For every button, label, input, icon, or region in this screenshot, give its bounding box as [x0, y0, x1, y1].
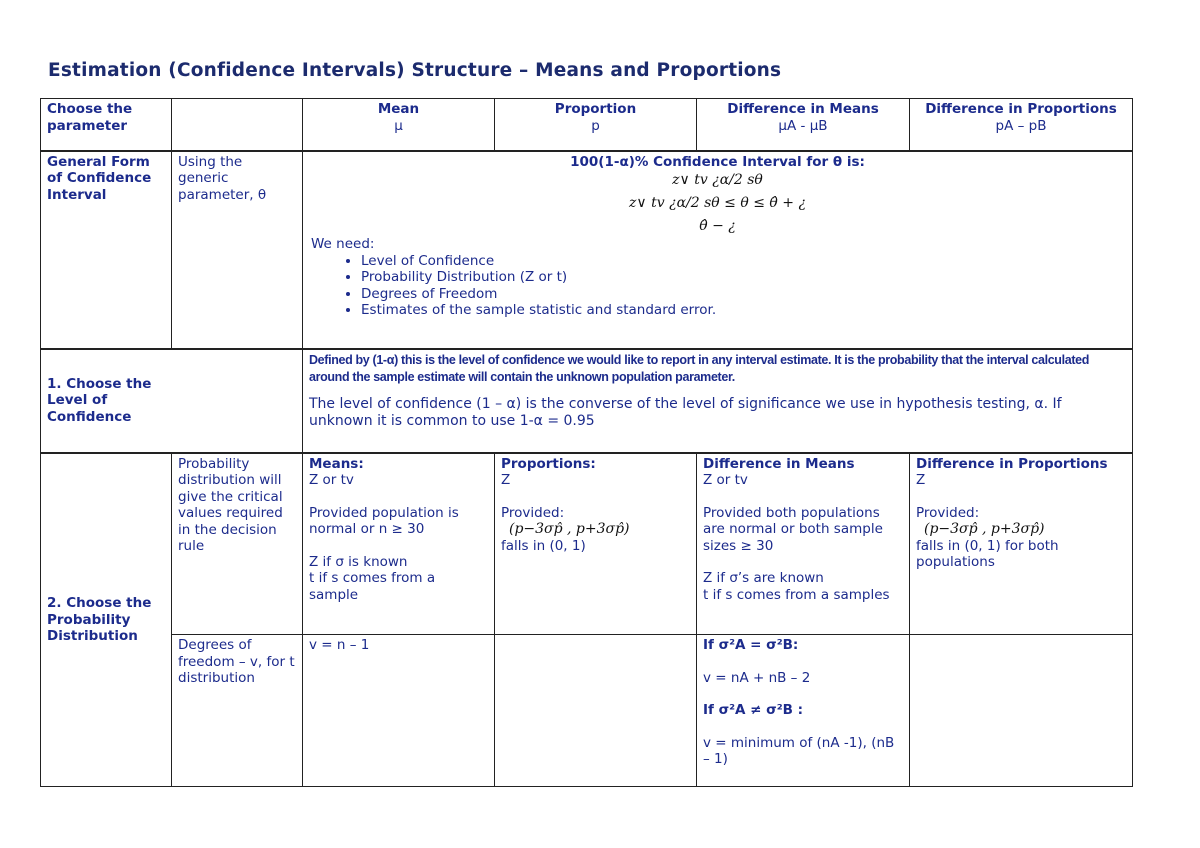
level-label: 1. Choose the Level of Confidence: [47, 375, 152, 425]
diff-means-symbol: μA - μB: [778, 117, 828, 134]
dof-if-not-equal: If σ²A ≠ σ²B :: [703, 702, 803, 718]
means-title: Means:: [309, 455, 364, 472]
proportion-label: Proportion: [554, 101, 637, 117]
general-form-row: [41, 151, 1133, 349]
dm-z-or-t: Z or tv: [703, 472, 748, 488]
header-row: [41, 99, 1133, 151]
empty-header-cell: [172, 99, 303, 151]
diff-means-header: [697, 99, 910, 151]
level-label-cell: [41, 349, 303, 453]
level-definition: Defined by (1-α) this is the level of confidence we would like to report in any interval estimate. It is the probability that the interval calculated around the sample estimate will contain the unknown population parameter.: [309, 352, 1090, 384]
page-title: Estimation (Confidence Intervals) Structure – Means and Proportions: [48, 60, 782, 81]
props-title: Proportions:: [501, 455, 596, 472]
means-z-known: Z if σ is known: [309, 553, 408, 570]
we-need-label: We need:: [311, 236, 375, 252]
mean-label: Mean: [377, 101, 420, 117]
props-falls: falls in (0, 1): [501, 537, 586, 554]
degrees-of-freedom-row: [41, 635, 1133, 787]
diff-props-header: [910, 99, 1133, 151]
level-of-confidence-row: [41, 349, 1133, 453]
ci-formula-1: z∨ tv ¿α/2 sθ: [672, 172, 763, 188]
dp-formula: (p−3σp̂ , p+3σp̂): [924, 521, 1045, 537]
dp-provided: Provided:: [916, 504, 980, 521]
diff-props-label: Difference in Proportions: [925, 101, 1117, 117]
dm-title: Difference in Means: [703, 455, 855, 472]
diff-props-symbol: pA – pB: [995, 117, 1047, 134]
means-dist-cell: [303, 453, 495, 635]
props-formula: (p−3σp̂ , p+3σp̂): [509, 521, 630, 537]
dm-z-known: Z if σ’s are known: [703, 570, 824, 586]
dof-not-equal-formula: v = minimum of (nA -1), (nB – 1): [703, 734, 895, 767]
proportion-symbol: p: [591, 117, 600, 134]
dof-equal-formula: v = nA + nB – 2: [703, 669, 811, 686]
needs-list: [309, 253, 1126, 319]
props-z: Z: [501, 472, 511, 488]
ci-formula-3: θ̂ − ¿: [699, 218, 736, 234]
dm-t-sample: t if s comes from a samples: [703, 586, 890, 603]
ci-formula-2: z∨ tv ¿α/2 sθ ≤ θ ≤ θ̂ + ¿: [629, 195, 806, 211]
probability-distribution-row: [41, 453, 1133, 635]
mean-symbol: μ: [394, 117, 403, 134]
ci-title: 100(1-α)% Confidence Interval for θ is:: [570, 153, 865, 170]
means-t-sample: t if s comes from a sample: [309, 570, 436, 603]
ci-structure-table: [40, 98, 1133, 787]
need-item: • Estimates of the sample statistic and standard error.: [361, 302, 1126, 319]
mean-header: [303, 99, 495, 151]
dp-falls: falls in (0, 1) for both populations: [916, 537, 1059, 570]
means-z-or-t: Z or tv: [309, 472, 354, 488]
need-item: • Probability Distribution (Z or t): [361, 269, 1126, 286]
general-form-label: General Form of Confidence Interval: [41, 151, 172, 349]
dof-mean-cell: v = n – 1: [303, 635, 495, 787]
level-content-cell: [303, 349, 1133, 453]
dm-provided: Provided both populations are normal or both sample sizes ≥ 30: [703, 504, 883, 554]
generic-parameter-cell: Using the generic parameter, θ: [172, 151, 303, 349]
dof-proportion-cell: [495, 635, 697, 787]
dof-if-equal: If σ²A = σ²B:: [703, 637, 799, 653]
need-item: • Level of Confidence: [361, 253, 1126, 270]
dof-label: Degrees of freedom – v, for t distribution: [172, 635, 303, 787]
diff-means-dist-cell: [697, 453, 910, 635]
diff-props-dist-cell: [910, 453, 1133, 635]
ci-general-cell: [303, 151, 1133, 349]
need-item: • Degrees of Freedom: [361, 286, 1126, 303]
proportion-header: [495, 99, 697, 151]
level-converse: The level of confidence (1 – α) is the converse of the level of significance we use in hypothesis testing, α. If unknown it is common to use 1-α = 0.95: [309, 395, 1062, 429]
diff-means-label: Difference in Means: [727, 101, 879, 117]
props-provided: Provided:: [501, 504, 565, 521]
dof-diff-means-cell: [697, 635, 910, 787]
prob-dist-desc: Probability distribution will give the critical values required in the decision rule: [172, 453, 303, 635]
choose-parameter-cell: Choose the parameter: [41, 99, 172, 151]
dp-title: Difference in Proportions: [916, 455, 1108, 472]
prob-dist-label: 2. Choose the Probability Distribution: [41, 453, 172, 787]
proportions-dist-cell: [495, 453, 697, 635]
dp-z: Z: [916, 472, 926, 488]
dof-diff-props-cell: [910, 635, 1133, 787]
means-provided: Provided population is normal or n ≥ 30: [309, 504, 459, 537]
